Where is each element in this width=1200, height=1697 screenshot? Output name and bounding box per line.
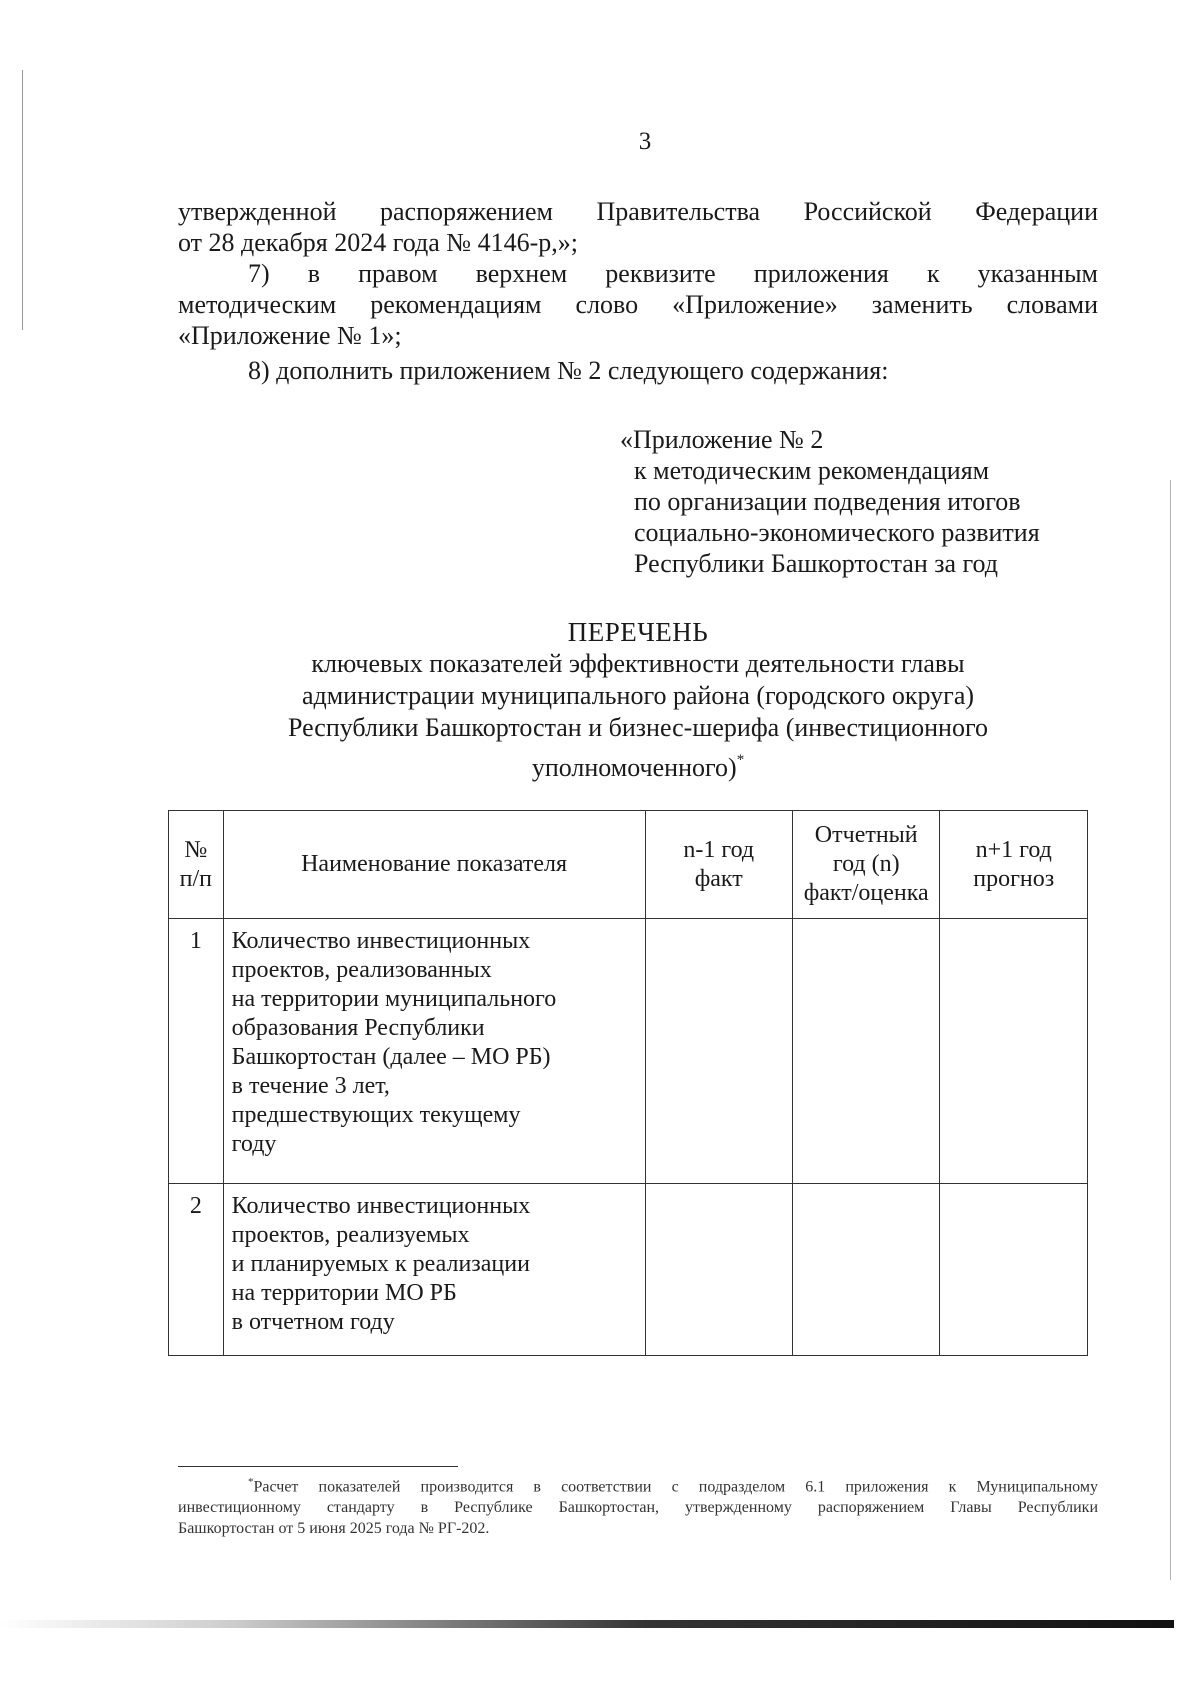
name-line: в отчетном году [231, 1309, 395, 1335]
name-line: образования Республики [231, 1015, 485, 1041]
item-7-line-3: «Приложение № 1»; [178, 321, 402, 350]
title-line-3: Республики Башкортостан и бизнес-шерифа (инвестиционного [287, 713, 988, 742]
table-row [169, 919, 1088, 1184]
scan-edge-bottom [0, 1620, 1174, 1628]
header-prev-year [645, 811, 792, 919]
name-line: в течение 3 лет, [231, 1073, 390, 1099]
footnote-mark: * [248, 1476, 254, 1488]
table-row [169, 1184, 1088, 1356]
scan-edge-right [1170, 480, 1171, 1580]
name-line: проектов, реализуемых [231, 1222, 470, 1248]
table-header-row [169, 811, 1088, 919]
header-current-line-1: Отчетный [814, 822, 918, 848]
row-number: 1 [169, 919, 224, 1184]
cell-prev-year [645, 1184, 792, 1356]
kpi-table [168, 810, 1088, 1356]
header-num-line-2: п/п [179, 865, 212, 892]
header-name: Наименование показателя [223, 811, 645, 919]
name-line: и планируемых к реализации [231, 1251, 530, 1277]
header-current-line-3: факт/оценка [803, 880, 929, 906]
title-line-2: администрации муниципального района (городского округа) [301, 681, 975, 710]
title-line-4-wrap [178, 744, 1098, 784]
name-line: году [231, 1131, 277, 1157]
name-line: Количество инвестиционных [231, 1193, 531, 1219]
item-7-line-2: методическим рекомендациям слово «Приложение» заменить словами [178, 290, 1098, 319]
name-line: Башкортостан (далее – МО РБ) [231, 1044, 551, 1070]
header-current-year [792, 811, 939, 919]
paragraph-1-line-1: утвержденной распоряжением Правительства Российской Федерации [178, 197, 1098, 226]
footnote [178, 1472, 1098, 1539]
header-prev-line-1: n-1 год [683, 836, 755, 863]
cell-current-year [792, 1184, 939, 1356]
name-line: проектов, реализованных [231, 957, 492, 983]
paragraph-1-line-2: от 28 декабря 2024 года № 4146-р,»; [178, 228, 578, 257]
footnote-rule [178, 1466, 458, 1467]
header-prev-line-2: факт [694, 865, 743, 892]
name-line: Количество инвестиционных [231, 928, 531, 954]
appendix-requisite [620, 424, 1040, 579]
appendix-line-3: по организации подведения итогов [634, 487, 1021, 516]
header-num [169, 811, 224, 919]
cell-next-year [940, 919, 1088, 1184]
scan-edge-left [22, 70, 23, 330]
appendix-line-4: социально-экономического развития [634, 518, 1040, 547]
title-heading: ПЕРЕЧЕНЬ [567, 617, 709, 647]
footnote-line-2: инвестиционному стандарту в Республике Башкортостан, утвержденному распоряжением Главы Республики [178, 1499, 1098, 1517]
appendix-line-5: Республики Башкортостан за год [634, 549, 999, 578]
document-title [178, 616, 1098, 784]
row-indicator-name [223, 919, 645, 1184]
cell-prev-year [645, 919, 792, 1184]
header-current-line-2: год (n) [832, 851, 900, 877]
row-indicator-name [223, 1184, 645, 1356]
footnote-line-1: Расчет показателей производится в соответствии с подразделом 6.1 приложения к Муниципальному [253, 1478, 1098, 1496]
footnote-line-1-wrap [178, 1472, 1098, 1497]
item-8: 8) дополнить приложением № 2 следующего содержания: [248, 356, 889, 385]
title-line-4: уполномоченного) [531, 753, 737, 782]
row-number: 2 [169, 1184, 224, 1356]
header-num-line-1: № [184, 836, 208, 863]
cell-current-year [792, 919, 939, 1184]
header-next-line-2: прогноз [973, 865, 1055, 892]
title-footnote-mark: * [736, 752, 745, 768]
body-text [178, 196, 1098, 386]
footnote-line-3: Башкортостан от 5 июня 2025 года № РГ-202. [178, 1520, 490, 1538]
name-line: на территории муниципального [231, 986, 557, 1012]
page-number: 3 [638, 128, 652, 155]
name-line: на территории МО РБ [231, 1280, 457, 1306]
header-next-year [940, 811, 1088, 919]
item-7-line-1: 7) в правом верхнем реквизите приложения к указанным [248, 259, 1098, 288]
appendix-line-1: «Приложение № 2 [620, 425, 824, 454]
header-next-line-1: n+1 год [975, 836, 1052, 863]
appendix-line-2: к методическим рекомендациям [634, 456, 990, 485]
title-line-1: ключевых показателей эффективности деятельности главы [311, 649, 965, 678]
name-line: предшествующих текущему [231, 1102, 521, 1128]
cell-next-year [940, 1184, 1088, 1356]
